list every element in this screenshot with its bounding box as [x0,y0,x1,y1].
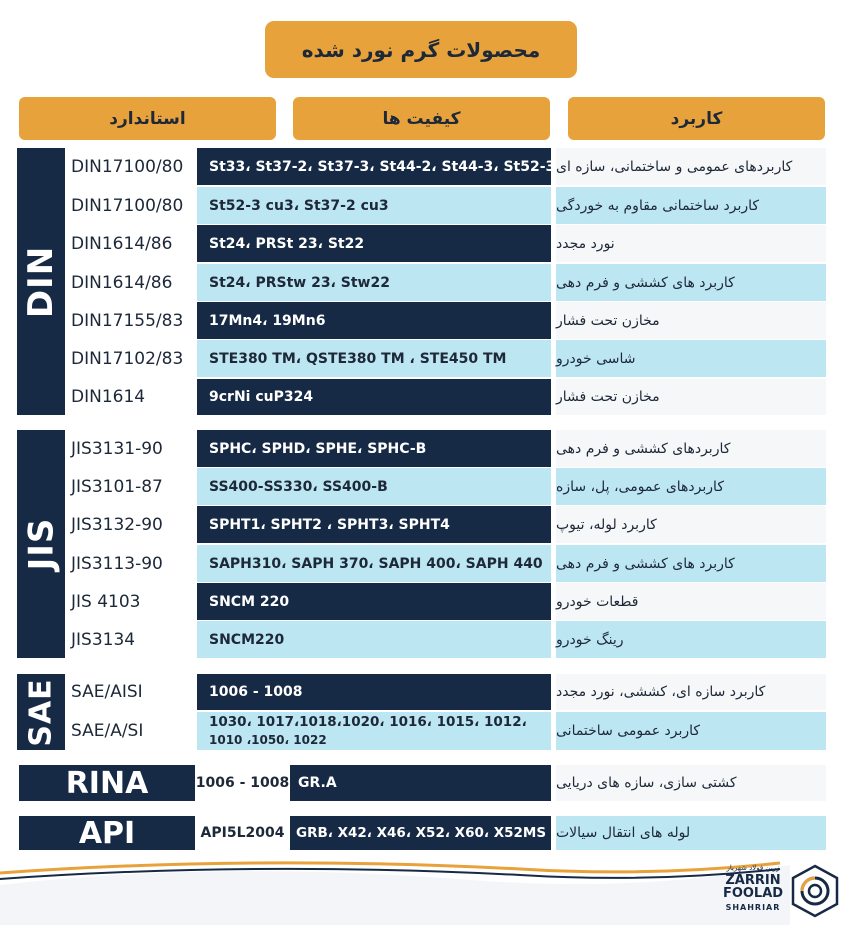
din-grades-cell: St52-3 cu3، St37-2 cu3 [197,187,551,224]
jis-application-cell: کاربردهای کششی و فرم دهی [556,430,826,467]
din-standard-cell: DIN17100/80 [65,187,195,224]
sae-grades-cell [197,712,551,750]
jis-grades-cell: SNCM220 [197,621,551,658]
header-standard: استاندارد [19,97,276,140]
header-grades: کیفیت ها [293,97,550,140]
din-application-cell: کاربردهای عمومی و ساختمانی، سازه ای [556,148,826,185]
jis-standard-cell: JIS 4103 [65,583,195,620]
din-standard-cell: DIN17102/83 [65,340,195,377]
din-standard-cell: DIN17100/80 [65,148,195,185]
logo-line3: SHAHRIAR [725,903,781,912]
jis-application-cell: کاربردهای عمومی، پل، سازه [556,468,826,505]
rina-standard: 1006 - 1008 [195,765,290,801]
din-standard-cell: DIN1614/86 [65,264,195,301]
din-application-cell: نورد مجدد [556,225,826,262]
header-application: کاربرد [568,97,825,140]
jis-grades-cell: SPHT1، SPHT2 ، SPHT3، SPHT4 [197,506,551,543]
din-application-cell: مخازن تحت فشار [556,302,826,339]
sae-standard-cell: SAE/AISI [65,674,195,710]
din-standard-cell: DIN17155/83 [65,302,195,339]
sae-grades-line2: 1010 ،1050، 1022 [209,733,327,747]
logo-persian-text: زرین فولاد شهریار [726,864,780,872]
jis-application-cell: کاربرد لوله، تیوپ [556,506,826,543]
jis-standard-cell: JIS3132-90 [65,506,195,543]
rina-label: RINA [19,765,195,801]
din-grades-cell: STE380 TM، QSTE380 TM ، STE450 TM [197,340,551,377]
sae-grades-cell: 1006 - 1008 [197,674,551,710]
sae-application-cell: کاربرد سازه ای، کششی، نورد مجدد [556,674,826,710]
jis-application-cell: رینگ خودرو [556,621,826,658]
sae-grades-line1: 1030، 1017،1018،1020، 1016، 1015، 1012، [209,714,527,730]
din-application-cell: شاسی خودرو [556,340,826,377]
din-grades-cell: 9crNi cuP324 [197,379,551,415]
din-application-cell: مخازن تحت فشار [556,379,826,415]
sae-application-cell: کاربرد عمومی ساختمانی [556,712,826,750]
jis-standard-cell: JIS3101-87 [65,468,195,505]
jis-grades-cell: SPHC، SPHD، SPHE، SPHC-B [197,430,551,467]
sae-standard-cell: SAE/A/SI [65,712,195,750]
din-standard-cell: DIN1614 [65,379,195,415]
logo-line1: ZARRIN [725,873,781,888]
din-grades-cell: St33، St37-2، St37-3، St44-2، St44-3، St52-3 [197,148,551,185]
din-grades-cell: 17Mn4، 19Mn6 [197,302,551,339]
jis-standard-cell: JIS3113-90 [65,545,195,582]
din-standard-cell: DIN1614/86 [65,225,195,262]
sae-label: SAE [17,674,65,750]
logo-line2: FOOLAD [722,886,784,901]
page-title: محصولات گرم نورد شده [265,21,577,78]
jis-grades-cell: SS400-SS330، SS400-B [197,468,551,505]
jis-grades-cell: SAPH310، SAPH 370، SAPH 400، SAPH 440 [197,545,551,582]
jis-application-cell: قطعات خودرو [556,583,826,620]
din-grades-cell: St24، PRStw 23، Stw22 [197,264,551,301]
din-application-cell: کاربرد های کششی و فرم دهی [556,264,826,301]
din-application-cell: کاربرد ساختمانی مقاوم به خوردگی [556,187,826,224]
din-label: DIN [17,148,65,415]
logo-hex-icon [790,864,840,918]
api-standard: API5L2004 [195,816,290,850]
api-application: لوله های انتقال سیالات [556,816,826,850]
jis-standard-cell: JIS3131-90 [65,430,195,467]
api-label: API [19,816,195,850]
api-grades: GRB، X42، X46، X52، X60، X52MS [290,816,551,850]
company-logo [718,862,842,922]
jis-grades-cell: SNCM 220 [197,583,551,620]
din-grades-cell: St24، PRSt 23، St22 [197,225,551,262]
jis-standard-cell: JIS3134 [65,621,195,658]
jis-label: JIS [17,430,65,658]
jis-application-cell: کاربرد های کششی و فرم دهی [556,545,826,582]
rina-application: کشتی سازی، سازه های دریایی [556,765,826,801]
rina-grades: GR.A [290,765,551,801]
